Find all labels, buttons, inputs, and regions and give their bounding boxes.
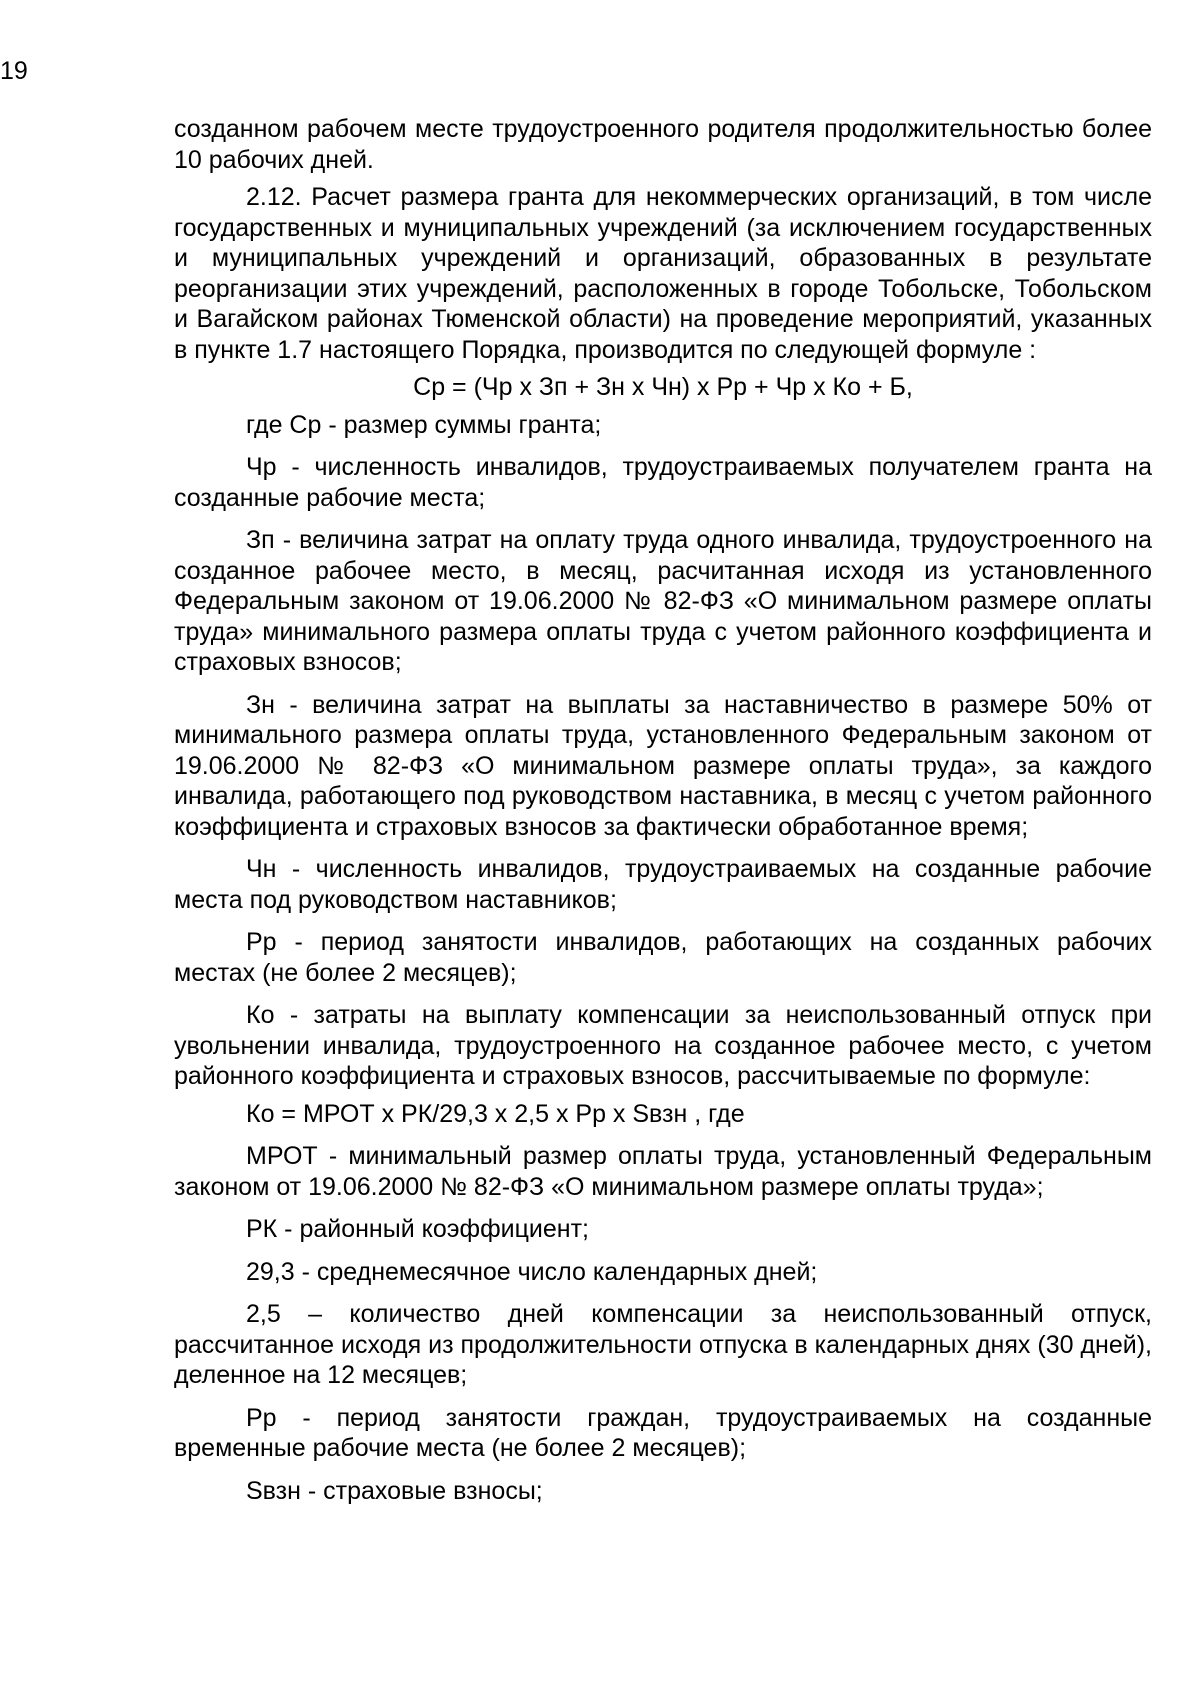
definition-2-5: 2,5 – количество дней компенсации за неиспользованный отпуск, рассчитанное исходя из продолжительности отпуска в календарных днях (30 дней), деленное на 12 месяцев; — [174, 1300, 1152, 1389]
definition-ko: Ко - затраты на выплату компенсации за неиспользованный отпуск при увольнении инвалида, трудоустроенного на созданное рабочее место, с учетом районного коэффициента и страховых взносов, рассчитываемые по формуле: — [174, 1001, 1152, 1090]
formula-grant-size: Ср = (Чр х Зп + Зн х Чн) х Рр + Чр х Ко + Б, — [413, 373, 913, 401]
definition-svzn: Sвзн - страховые взносы; — [246, 1476, 543, 1505]
definition-rr-temporary: Рр - период занятости граждан, трудоустраиваемых на созданные временные рабочие места (не более 2 месяцев); — [174, 1403, 1152, 1462]
definition-zp: Зп - величина затрат на оплату труда одного инвалида, трудоустроенного на созданное рабочее место, в месяц, расчитанная исходя из установленного Федеральным законом от 19.06.2000 № 82-ФЗ «О минимальном размере оплаты труда» минимального размера оплаты труда с учетом районного коэффициента и страховых взносов; — [174, 526, 1152, 676]
page-number: 19 — [0, 57, 28, 85]
definition-chn: Чн - численность инвалидов, трудоустраиваемых на созданные рабочие места под руководством наставников; — [174, 855, 1152, 914]
paragraph-clause-2-12: 2.12. Расчет размера гранта для некоммерческих организаций, в том числе государственных и муниципальных учреждений (за исключением государственных и муниципальных учреждений и организаций, образованных в результате реорганизации этих учреждений, расположенных в городе Тобольске, Тобольском и Вагайском районах Тюменской области) на проведение мероприятий, указанных в пункте 1.7 настоящего Порядка, производится по следующей формуле : — [174, 183, 1152, 364]
definition-rk: РК - районный коэффициент; — [246, 1215, 589, 1243]
definition-chr: Чр - численность инвалидов, трудоустраиваемых получателем гранта на созданные рабочие места; — [174, 453, 1152, 512]
formula-compensation: Ко = МРОТ х РК/29,3 х 2,5 х Рр х Sвзн , где — [246, 1099, 745, 1128]
document-body — [174, 114, 1152, 1513]
paragraph-continuation: созданном рабочем месте трудоустроенного родителя продолжительностью более 10 рабочих дней. — [174, 115, 1152, 174]
definition-29-3: 29,3 - среднемесячное число календарных дней; — [246, 1257, 818, 1286]
definition-zn: Зн - величина затрат на выплаты за наставничество в размере 50% от минимального размера оплаты труда, установленного Федеральным законом от 19.06.2000 № 82-ФЗ «О минимальном размере оплаты труда», за каждого инвалида, работающего под руководством наставника, в месяц с учетом районного коэффициента и страховых взносов за фактически обработанное время; — [174, 690, 1152, 841]
definition-sr: где Ср - размер суммы гранта; — [246, 410, 602, 439]
definition-rr: Рр - период занятости инвалидов, работающих на созданных рабочих местах (не более 2 месяцев); — [174, 928, 1152, 987]
definition-mrot: МРОТ - минимальный размер оплаты труда, установленный Федеральным законом от 19.06.2000 № 82-ФЗ «О минимальном размере оплаты труда»; — [174, 1142, 1152, 1201]
